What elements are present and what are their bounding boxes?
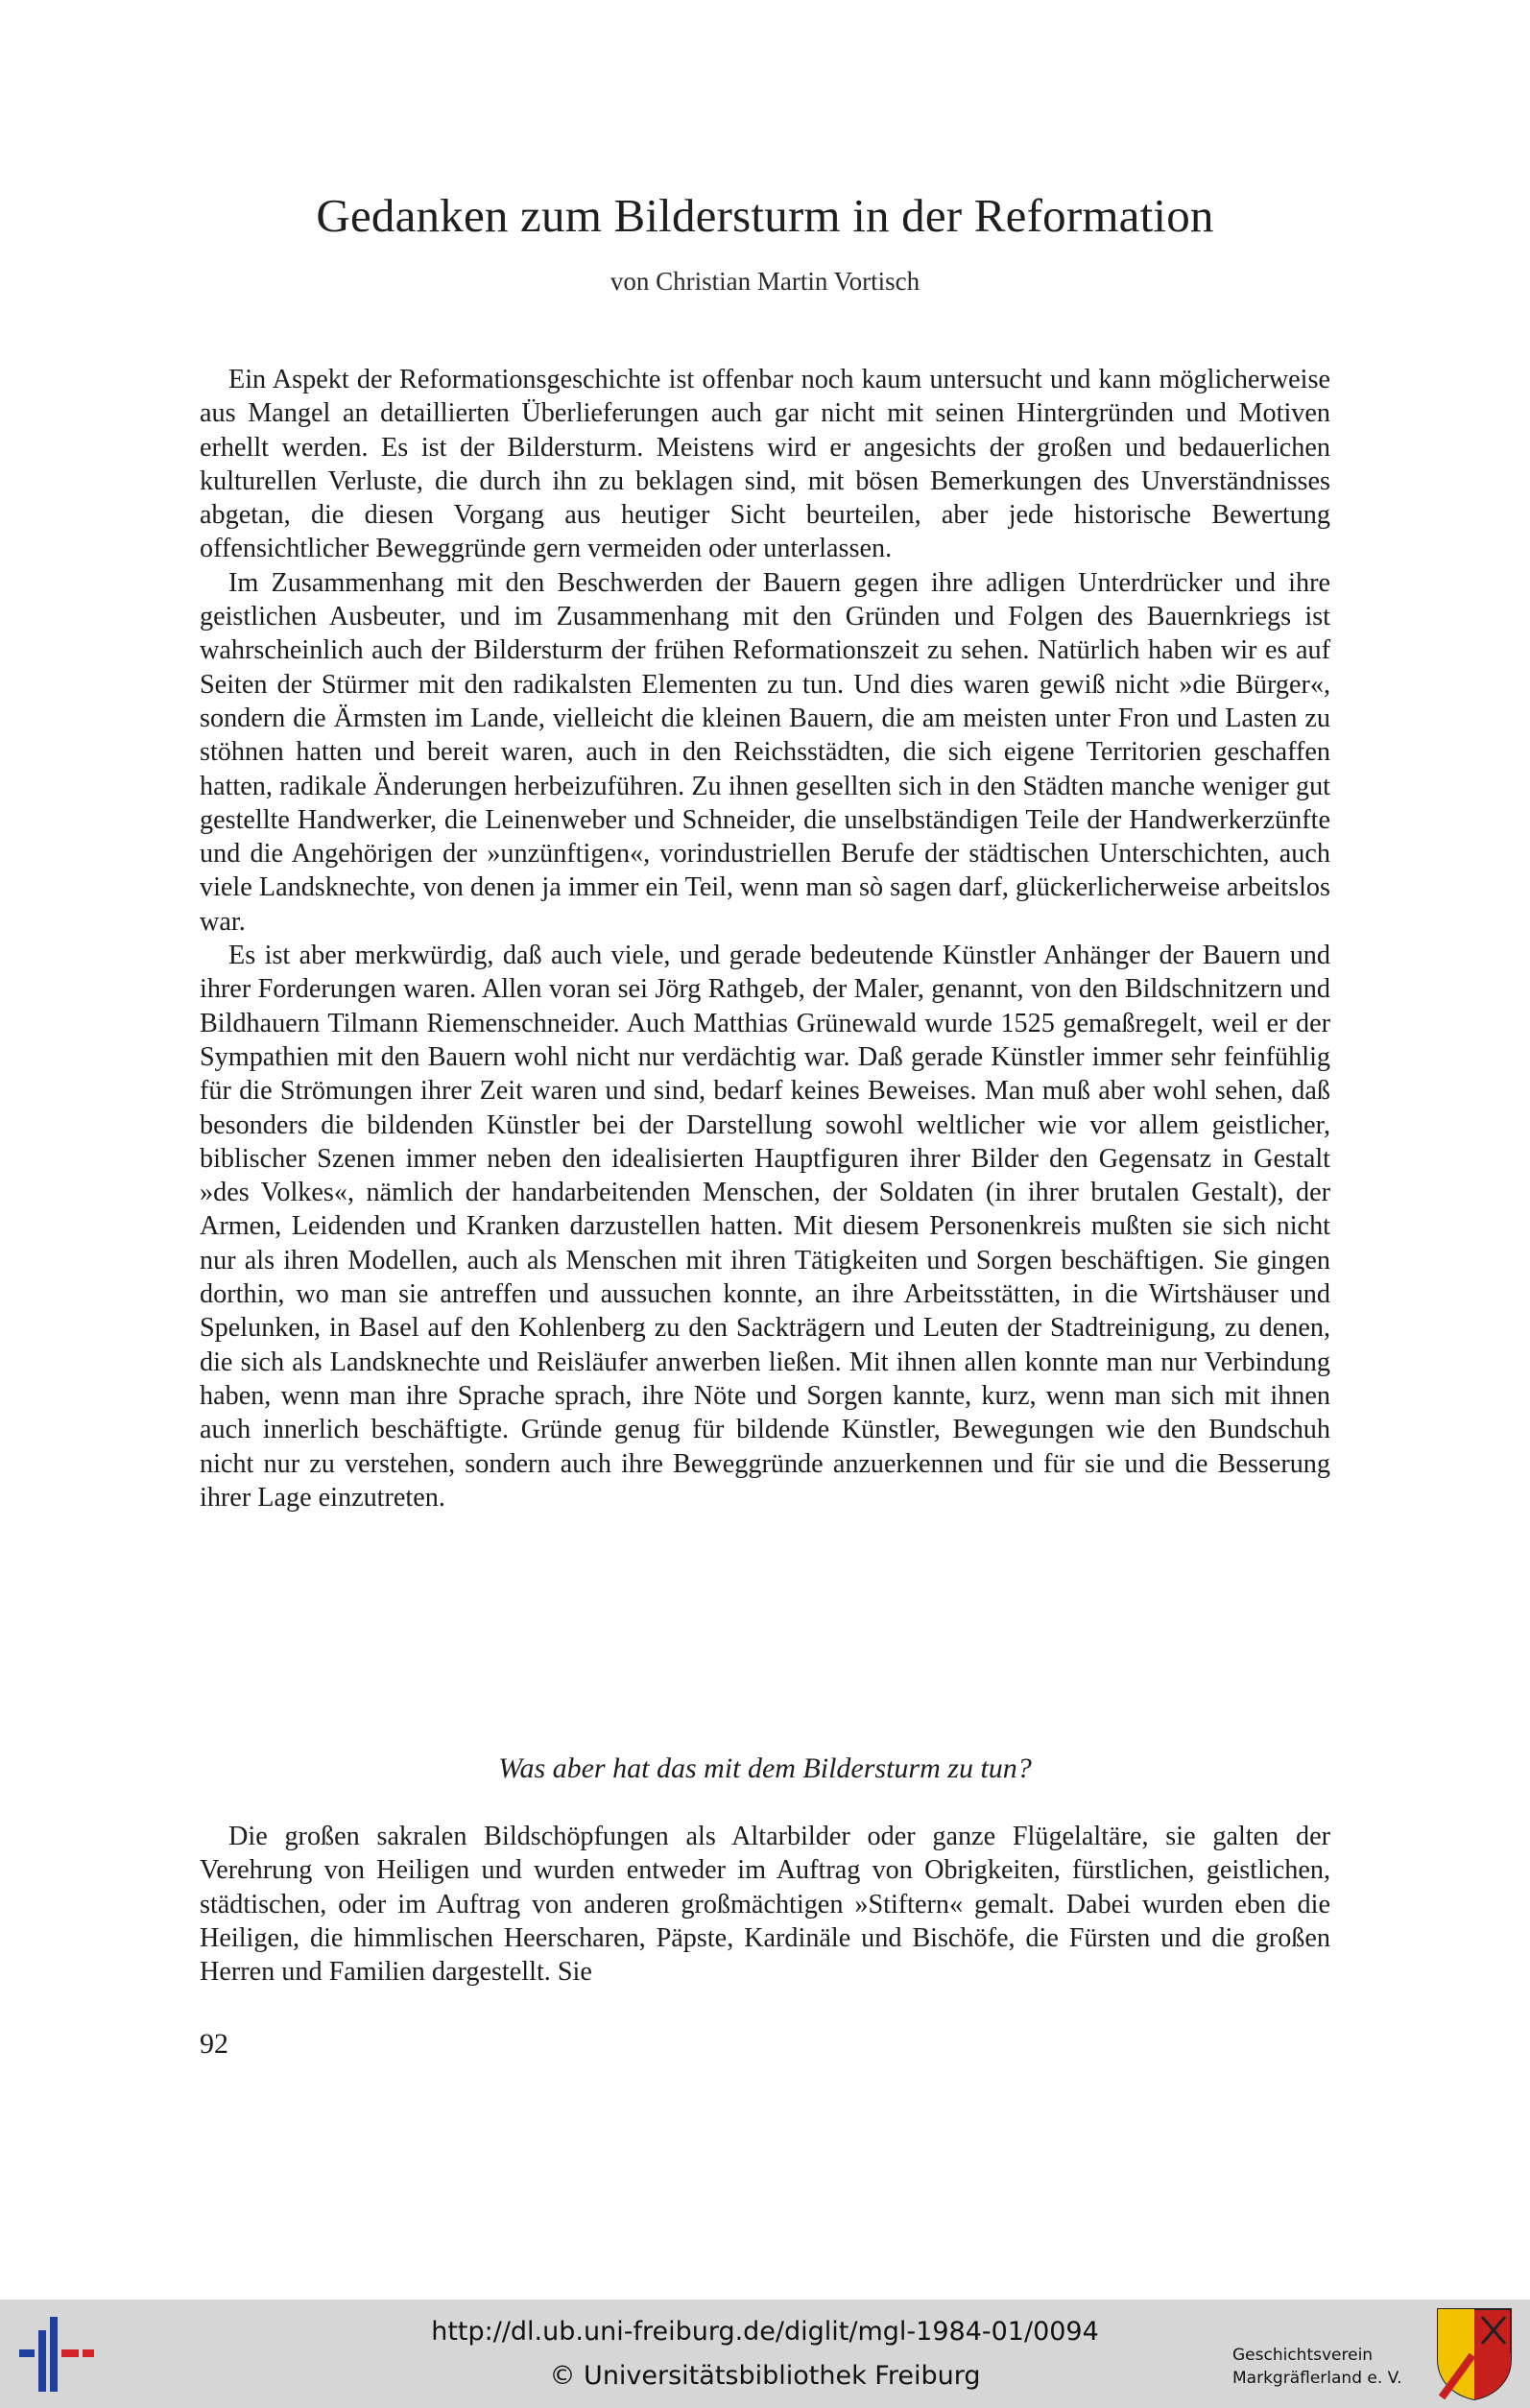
source-url-link[interactable]: http://dl.ub.uni-freiburg.de/diglit/mgl-1984-01/0094 (431, 2317, 1099, 2347)
copyright-text: © Universitätsbibliothek Freiburg (549, 2361, 981, 2391)
association-name (1232, 2344, 1402, 2390)
body-text-section-1 (200, 363, 1330, 1514)
footer-bar (0, 2300, 1530, 2408)
paragraph: Im Zusammenhang mit den Beschwerden der Bauern gegen ihre adligen Unterdrücker und ihre geistlichen Ausbeuter, und im Zusammenhang mit den Gründen und Folgen des Bauernkriegs ist wahrscheinlich auch der Bildersturm der frühen Reformationszeit zu sehen. Natürlich haben wir es auf Seiten der Stürmer mit den radikalsten Elementen zu tun. Und dies waren gewiß nicht »die Bürger«, sondern die Ärmsten im Lande, vielleicht die kleinen Bauern, die am meisten unter Fron und Lasten zu stöhnen hatten und bereit waren, auch in den Reichsstädten, die sich eigene Territorien geschaffen hatten, radikale Änderungen herbeizuführen. Zu ihnen gesellten sich in den Städten manche weniger gut gestellte Handwerker, die Leinenweber und Schneider, die unselbständigen Teile der Handwerkerzünfte und die Angehörigen der »unzünftigen«, vorindustriellen Berufe der städtischen Unterschichten, auch viele Landsknechte, von denen ja immer ein Teil, wenn man sò sagen darf, glückerlicherweise arbeitslos war. (200, 567, 1330, 937)
paragraph: Ein Aspekt der Reformationsgeschichte ist offenbar noch kaum untersucht und kann möglicherweise aus Mangel an detaillierten Überlieferungen auch gar nicht mit seinen Hintergründen und Motiven erhellt werden. Es ist der Bildersturm. Meistens wird er angesichts der großen und bedauerlichen kulturellen Verluste, die durch ihn zu beklagen sind, mit bösen Bemerkungen des Unverständnisses abgetan, die diesen Vorgang aus heutiger Sicht beurteilen, aber jede historische Bewertung offensichtlicher Beweggründe gern vermeiden oder unterlassen. (200, 365, 1330, 564)
author-line: von Christian Martin Vortisch (610, 267, 920, 296)
section-heading: Was aber hat das mit dem Bildersturm zu tun? (498, 1752, 1032, 1784)
ub-freiburg-logo-icon[interactable] (13, 2307, 100, 2399)
page-title: Gedanken zum Bildersturm in der Reformation (316, 189, 1214, 242)
coat-of-arms-icon (1434, 2305, 1515, 2401)
body-text-section-2 (200, 1820, 1330, 1989)
paragraph: Es ist aber merkwürdig, daß auch viele, und gerade bedeutende Künstler Anhänger der Bauern und ihrer Forderungen waren. Allen voran sei Jörg Rathgeb, der Maler, genannt, von den Bildschnitzern und Bildhauern Tilmann Riemenschneider. Auch Matthias Grünewald wurde 1525 gemaßregelt, weil er der Sympathien mit den Bauern wohl nicht nur verdächtig war. Daß gerade Künstler immer sehr feinfühlig für die Strömungen ihrer Zeit waren und sind, bedarf keines Beweises. Man muß aber wohl sehen, daß besonders die bildenden Künstler bei der Darstellung sowohl weltlicher wie vor allem geistlicher, biblischer Szenen immer neben den idealisierten Hauptfiguren ihrer Bilder den Gegensatz in Gestalt »des Volkes«, nämlich der handarbeitenden Menschen, der Soldaten (in ihrer brutalen Gestalt), der Armen, Leidenden und Kranken darzustellen hatten. Mit diesem Personenkreis mußten sie sich nicht nur als ihren Modellen, auch als Menschen mit ihren Tätigkeiten und Sorgen beschäftigen. Sie gingen dorthin, wo man sie antreffen und aussuchen konnte, an ihre Arbeitsstätten, in die Wirtshäuser und Spelunken, in Basel auf den Kohlenberg zu den Sackträgern und Leuten der Stadtreinigung, zu denen, die sich als Landsknechte und Reisläufer anwerben ließen. Mit ihnen allen konnte man nur Verbindung haben, wenn man ihre Sprache sprach, ihre Nöte und Sorgen kannte, kurz, wenn man sich mit ihnen auch innerlich beschäftigte. Gründe genug für bildende Künstler, Bewegungen wie den Bundschuh nicht nur zu verstehen, sondern auch ihre Beweggründe anzuerkennen und für sie und die Besserung ihrer Lage einzutreten. (200, 941, 1330, 1513)
page-number: 92 (200, 2028, 228, 2060)
association-line: Geschichtsverein (1232, 2346, 1374, 2365)
paragraph: Die großen sakralen Bildschöpfungen als Altarbilder oder ganze Flügelaltäre, sie galten der Verehrung von Heiligen und wurden entweder im Auftrag von Obrigkeiten, fürstlichen, geistlichen, städtischen, oder im Auftrag von anderen großmächtigen »Stiftern« gemalt. Dabei wurden eben die Heiligen, die himmlischen Heerscharen, Päpste, Kardinäle und Bischöfe, die Fürsten und die großen Herren und Familien dargestellt. Sie (200, 1822, 1330, 1988)
association-line: Markgräflerland e. V. (1232, 2369, 1402, 2388)
